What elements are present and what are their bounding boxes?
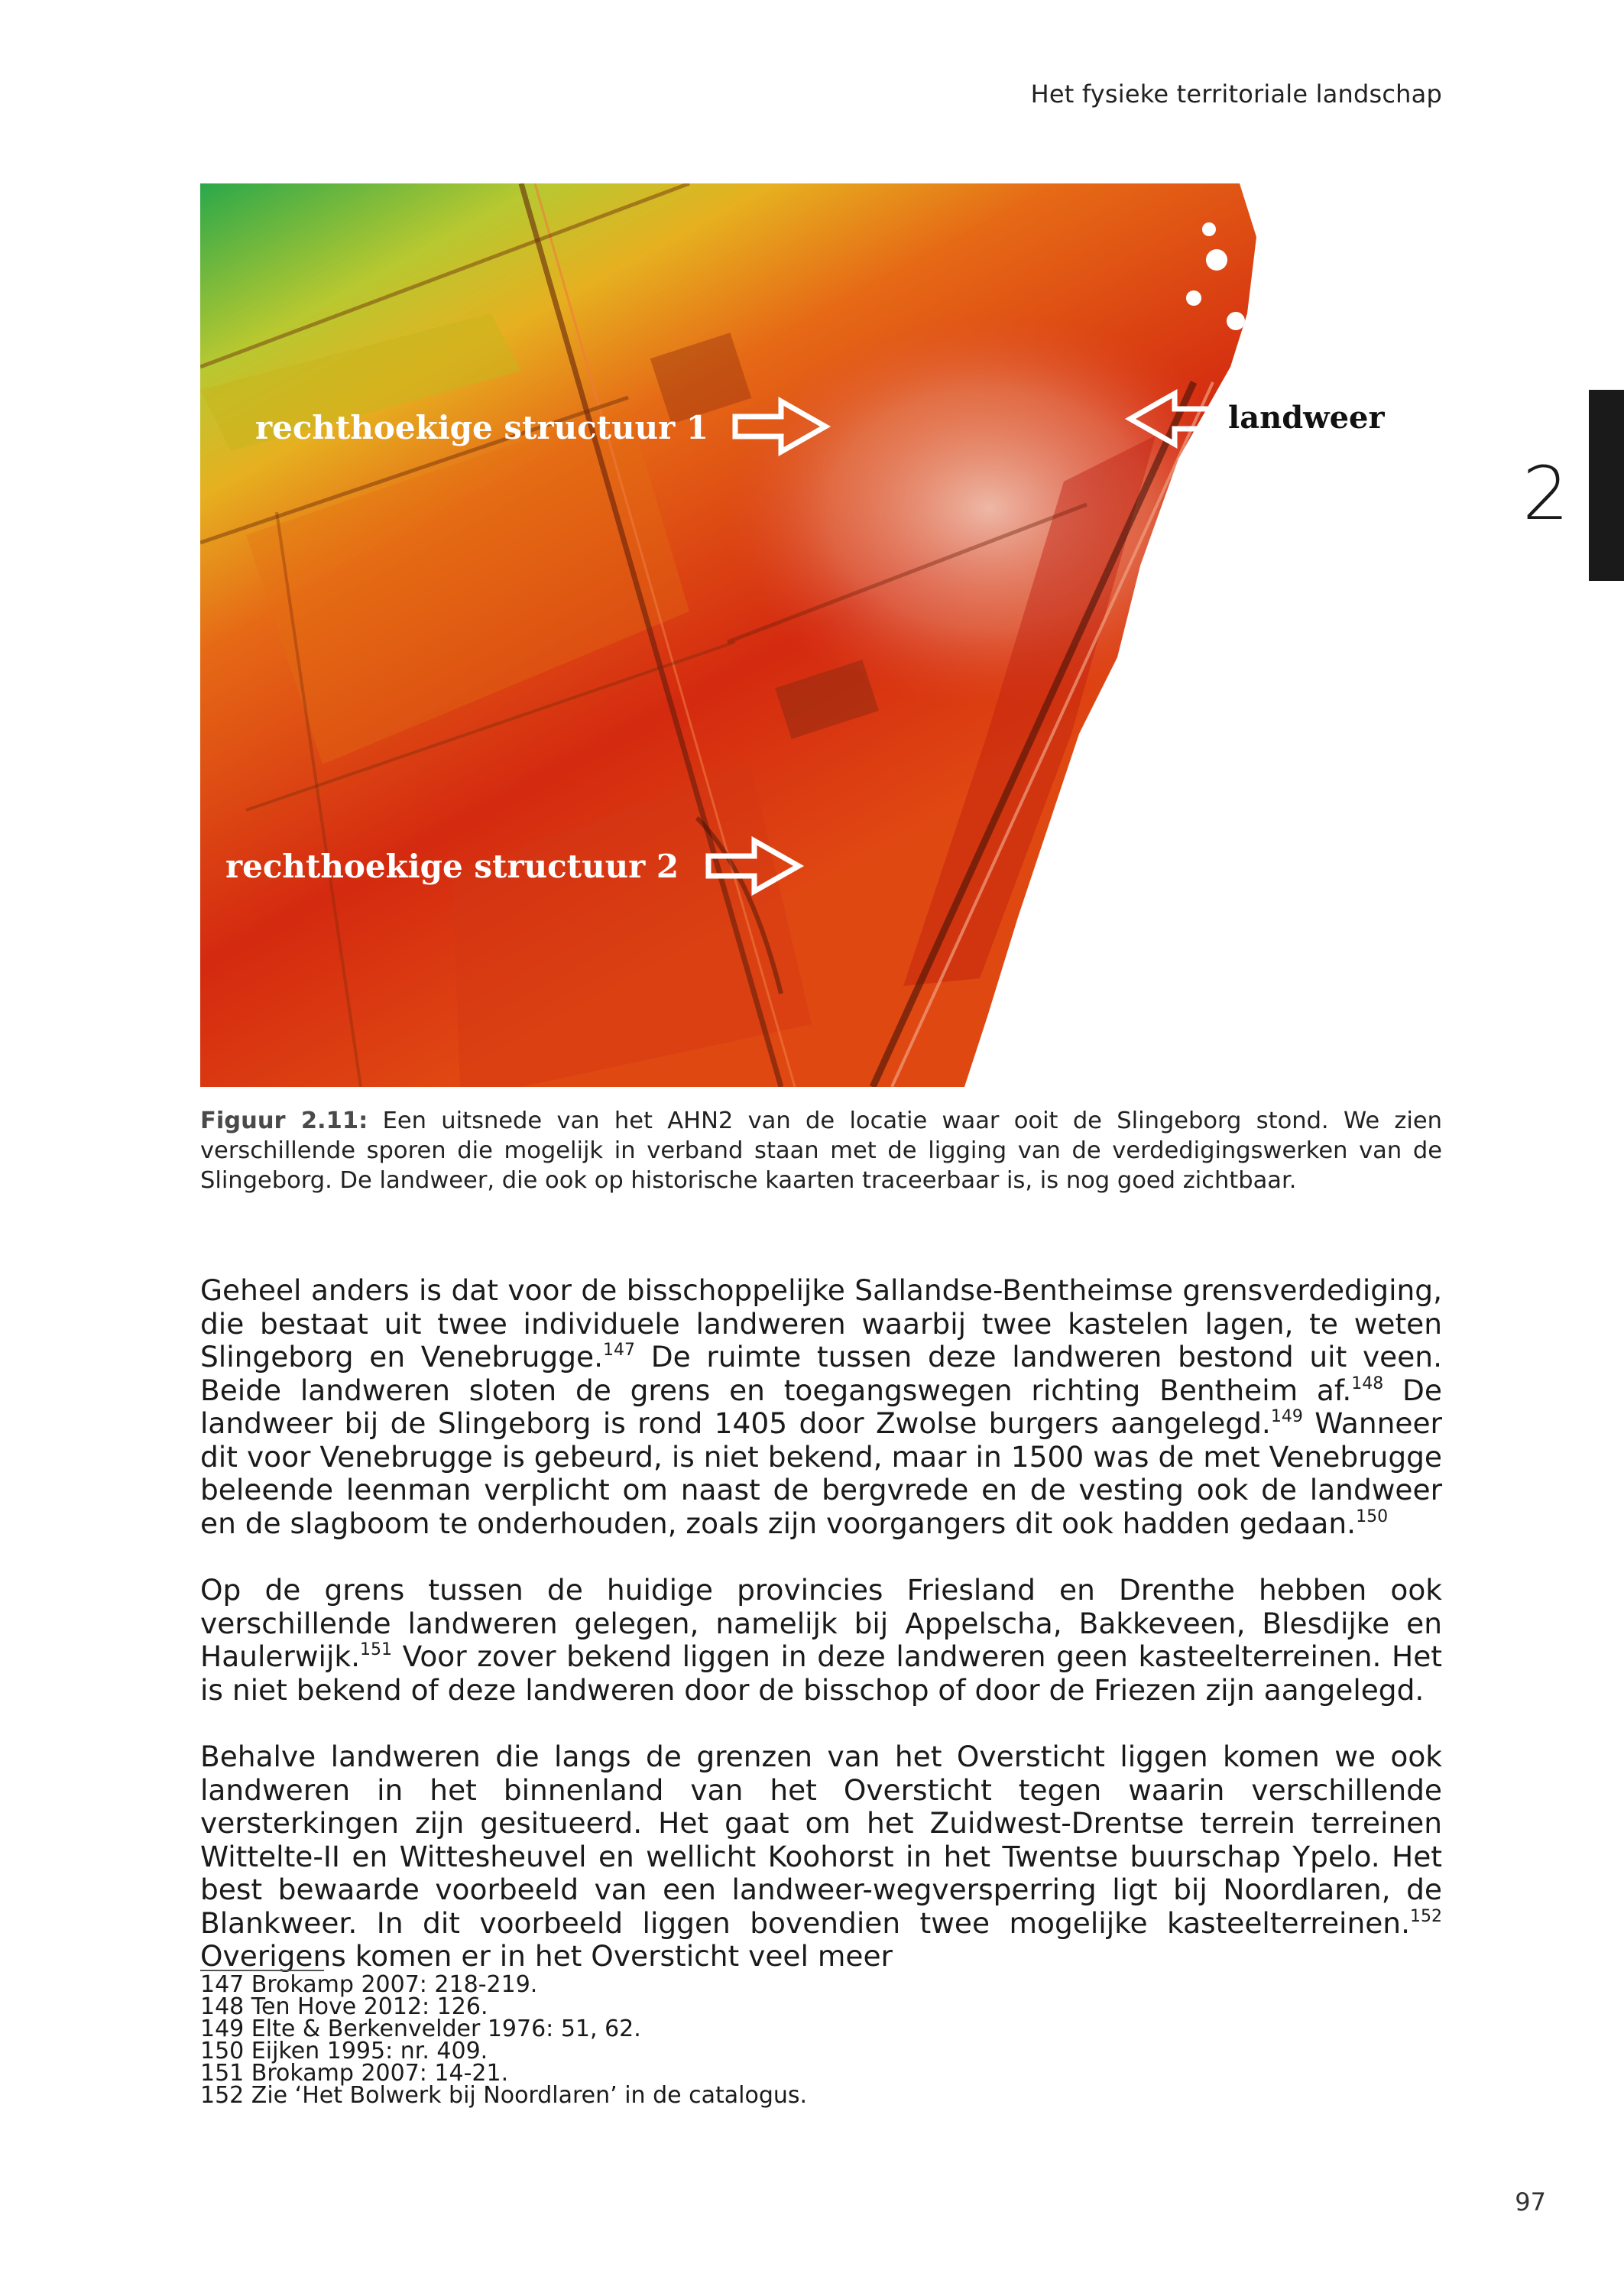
body-text	[200, 1274, 1442, 2007]
chapter-tab	[1589, 390, 1624, 581]
figure-caption	[200, 1106, 1442, 1195]
paragraph: Geheel anders is dat voor de bisschoppelijke Sallandse-Bentheimse grensverdediging, die bestaat uit twee individuele landweren waarbij twee kastelen lagen, te weten Slingeborg en Venebrugge.$^{147}$ De ruimte tussen deze landweren bestond uit veen. Beide landweren sloten de grens en toegangswegen richting Bentheim af.$^{148}$ De landweer bij de Slingeborg is rond 1405 door Zwolse burgers aangelegd.$^{149}$ Wanneer dit voor Venebrugge is gebeurd, is niet bekend, maar in 1500 was de met Venebrugge beleende leenman verplicht om naast de bergvrede en de vesting ook de landweer en de slagboom te onderhouden, zoals zijn voorgangers dit ook hadden gedaan.$^{150}$	[200, 1273, 1442, 1540]
footnote: 150 Eijken 1995: nr. 409.	[200, 2038, 488, 2064]
footnote: 147 Brokamp 2007: 218-219.	[200, 1971, 538, 1998]
elevation-map	[200, 183, 1414, 1087]
chapter-number: 2	[1522, 451, 1570, 537]
footnote: 148 Ten Hove 2012: 126.	[200, 1993, 488, 2020]
ahn2-elevation-figure	[200, 183, 1414, 1087]
footnote-ref: 152	[1410, 1906, 1442, 1926]
label-landweer: landweer	[1228, 400, 1385, 436]
paragraph: Behalve landweren die langs de grenzen van het Oversticht liggen komen we ook landweren in het binnenland van het Oversticht tegen waarin verschillende versterkingen zijn gesitueerd. Het gaat om het Zuidwest-Drentse terrein terreinen Wittelte-II en Wittesheuvel en wellicht Koohorst in het Twentse buurschap Ypelo. Het best bewaarde voorbeeld van een landweer-wegversperring ligt bij Noordlaren, de Blankweer. In dit voorbeeld liggen bovendien twee mogelijke kasteelterreinen.$^{152}$ Overigens komen er in het Oversticht veel meer	[200, 1740, 1442, 1973]
footnote: 151 Brokamp 2007: 14-21.	[200, 2060, 509, 2087]
footnote-ref: 147	[603, 1341, 636, 1360]
footnote-ref: 149	[1270, 1407, 1303, 1426]
page-number: 97	[1515, 2188, 1546, 2217]
figure-caption-label: Figuur 2.11:	[200, 1108, 368, 1134]
footnote: 149 Elte & Berkenvelder 1976: 51, 62.	[200, 2016, 641, 2042]
footnotes	[200, 1971, 1442, 2109]
footnote: 152 Zie ‘Het Bolwerk bij Noordlaren’ in de catalogus.	[200, 2082, 808, 2109]
footnote-ref: 150	[1356, 1507, 1389, 1526]
paragraph: Op de grens tussen de huidige provincies Friesland en Drenthe hebben ook verschillende landweren gelegen, namelijk bij Appelscha, Bakkeveen, Blesdijke en Haulerwijk.$^{151}$ Voor zover bekend liggen in deze landweren geen kasteelterreinen. Het is niet bekend of deze landweren door de bisschop of door de Friezen zijn aangelegd.	[200, 1573, 1442, 1707]
running-header: Het fysieke territoriale landschap	[1030, 79, 1442, 109]
footnote-ref: 151	[360, 1640, 392, 1659]
figure-caption-text: Een uitsnede van het AHN2 van de locatie waar ooit de Slingeborg stond. We zien verschillende sporen die mogelijk in verband staan met de ligging van de verdedigingswerken van de Slingeborg. De landweer, die ook op historische kaarten traceerbaar is, is nog goed zichtbaar.	[200, 1108, 1442, 1194]
label-structure-1: rechthoekige structuur 1	[255, 409, 709, 446]
footnote-ref: 148	[1351, 1374, 1384, 1393]
label-structure-2: rechthoekige structuur 2	[225, 848, 679, 885]
